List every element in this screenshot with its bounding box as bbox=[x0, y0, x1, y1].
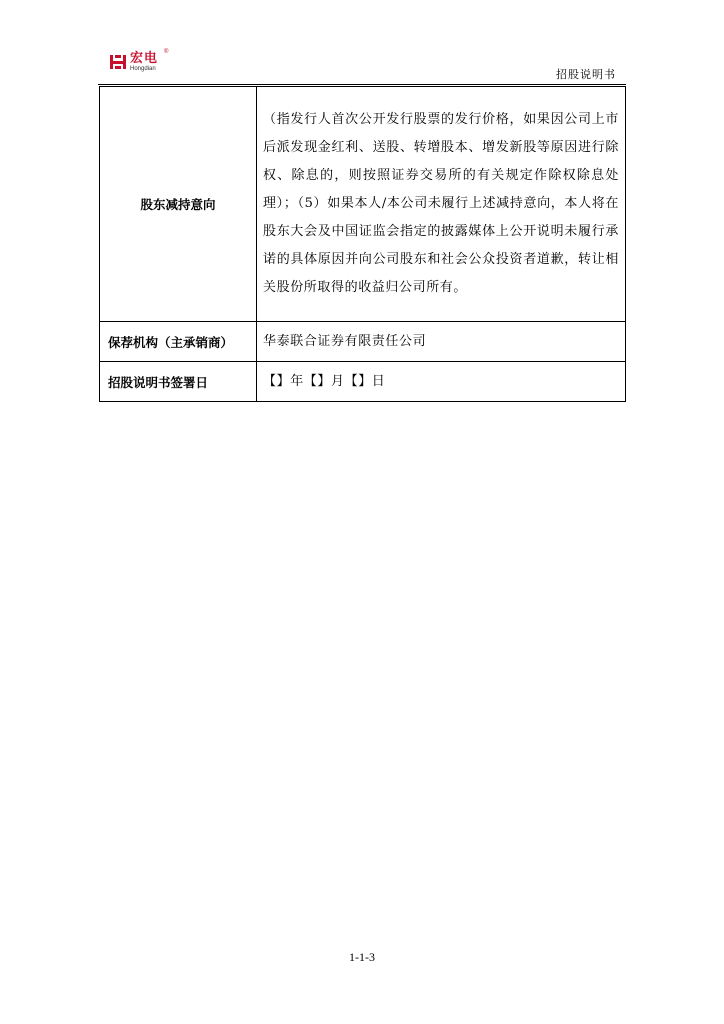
row-label-shareholder-reduction: 股东减持意向 bbox=[100, 87, 257, 322]
page-number: 1-1-3 bbox=[349, 950, 375, 964]
logo-wordmark bbox=[130, 52, 158, 72]
hongdian-logo-icon bbox=[110, 54, 126, 70]
table-row bbox=[100, 87, 626, 322]
document-title: 招股说明书 bbox=[556, 68, 616, 81]
row-label-signing-date: 招股说明书签署日 bbox=[100, 362, 257, 402]
info-table bbox=[99, 86, 626, 402]
row-label-sponsor: 保荐机构（主承销商） bbox=[100, 322, 257, 362]
company-logo bbox=[110, 49, 169, 73]
header-divider bbox=[98, 84, 626, 85]
logo-chinese-name: 宏电 bbox=[130, 51, 159, 66]
registered-mark: ® bbox=[164, 49, 169, 55]
logo-english-name: Hongdian bbox=[130, 66, 156, 72]
row-value-shareholder-reduction: （指发行人首次公开发行股票的发行价格，如果因公司上市后派发现金红利、送股、转增股本、增发新股等原因进行除权、除息的，则按照证券交易所的有关规定作除权除息处理）；（5）如果本人/本公司未履行上述减持意向，本人将在股东大会及中国证监会指定的披露媒体上公开说明未履行承诺的具体原因并向公司股东和社会公众投资者道歉，转让相关股份所取得的收益归公司所有。 bbox=[257, 87, 626, 322]
table-row bbox=[100, 362, 626, 402]
row-value-sponsor: 华泰联合证券有限责任公司 bbox=[257, 322, 626, 362]
row-value-signing-date: 【】年【】月【】日 bbox=[257, 362, 626, 402]
table-row bbox=[100, 322, 626, 362]
